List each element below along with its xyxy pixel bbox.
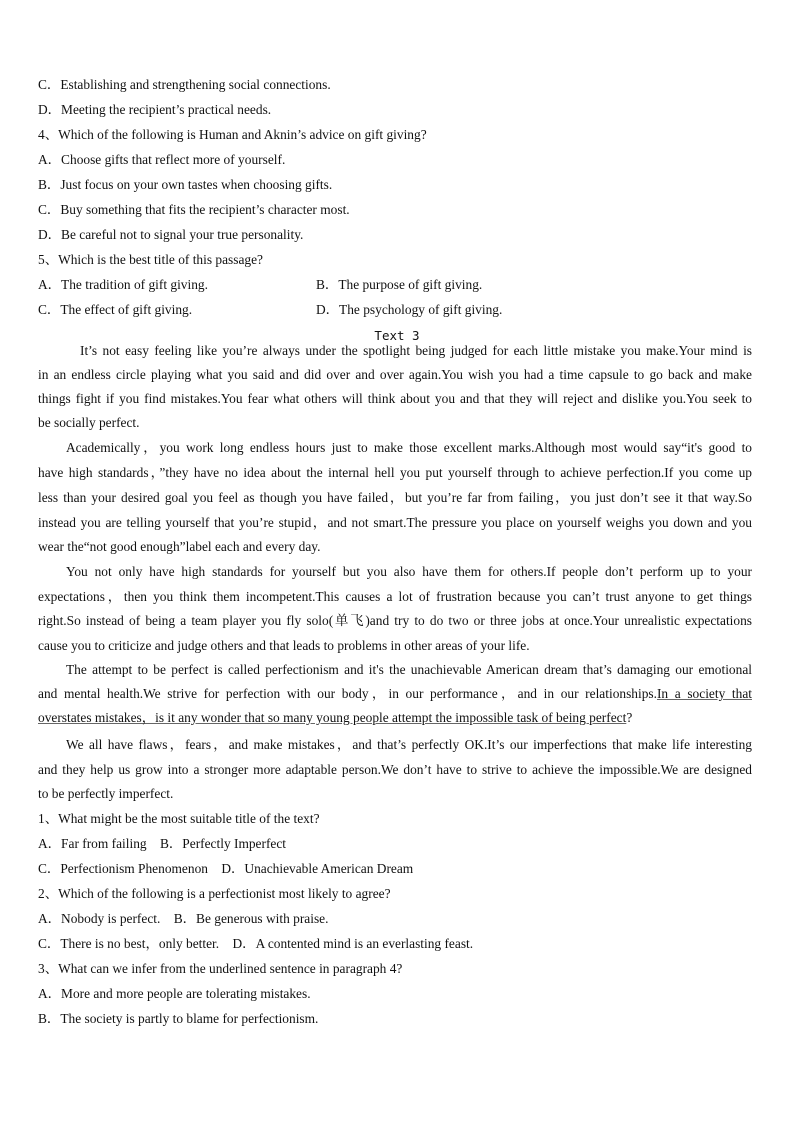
passage-line: instead you are telling yourself that you’re stupid，and not smart.The pressure you place on yourself weighs you down and you xyxy=(38,515,752,530)
question-line: D．Meeting the recipient’s practical needs. xyxy=(38,102,272,117)
underlined-sentence: overstates mistakes，is it any wonder that so many young people attempt the impossible task of being perfect xyxy=(38,710,627,725)
question-line: D．Be careful not to signal your true personality. xyxy=(38,227,304,242)
passage-line: overstates mistakes，is it any wonder that so many young people attempt the impossible task of being perfect? xyxy=(38,710,633,725)
question-line: C．There is no best，only better. D．A contented mind is an everlasting feast. xyxy=(38,936,474,951)
passage-line: We all have flaws，fears，and make mistakes，and that’s perfectly OK.It’s our imperfections that make life interesting xyxy=(66,737,752,752)
question-line: 1、What might be the most suitable title of the text? xyxy=(38,811,320,826)
passage-line: to be perfectly imperfect. xyxy=(38,786,174,801)
passage-line: and mental health.We strive for perfection with our body，in our performance，and in our relationships.In a society that xyxy=(38,686,752,701)
passage-line: wear the“not good enough”label each and every day. xyxy=(38,539,321,554)
question-line: C．The effect of gift giving. D．The psychology of gift giving. xyxy=(38,302,503,317)
passage-line: Academically，you work long endless hours just to make those excellent marks.Although most would say“it's good to xyxy=(66,440,752,455)
passage-line: have high standards，”they have no idea about the internal hell you put yourself through to achieve perfection.If you come up xyxy=(38,465,752,480)
question-line: 5、Which is the best title of this passage? xyxy=(38,252,263,267)
question-line: A．The tradition of gift giving. B．The purpose of gift giving. xyxy=(38,277,483,292)
underlined-sentence: In a society that xyxy=(656,686,752,701)
question-line: A．Far from failing B．Perfectly Imperfect xyxy=(38,836,287,851)
passage-line: and they help us grow into a stronger more adaptable person.We don’t have to strive to achieve the impossible.We are designed xyxy=(38,762,752,777)
passage-line: cause you to criticize and judge others and that leads to problems in other areas of your life. xyxy=(38,638,530,653)
question-line: A．Nobody is perfect. B．Be generous with praise. xyxy=(38,911,329,926)
question-line: C．Buy something that fits the recipient’s character most. xyxy=(38,202,350,217)
question-line: 4、Which of the following is Human and Aknin’s advice on gift giving? xyxy=(38,127,427,142)
passage-line: right.So instead of being a team player you fly solo(单飞)and try to do two or three jobs at once.Your unrealistic expectations xyxy=(38,613,752,628)
passage-line: be socially perfect. xyxy=(38,415,140,430)
option-line: B．The purpose of gift giving. xyxy=(316,277,483,292)
question-line: C．Establishing and strengthening social connections. xyxy=(38,77,331,92)
question-line: B．Just focus on your own tastes when choosing gifts. xyxy=(38,177,333,192)
passage-line: things fight if you find mistakes.You fear what others will think about you and that they will reject and dislike you.You seek to xyxy=(38,391,752,406)
passage-line: It’s not easy feeling like you’re always under the spotlight being judged for each little mistake you make.Your mind is xyxy=(80,343,752,358)
passage-line: less than your desired goal you feel as though you have failed，but you’re far from failing，you just don’t see it that way.So xyxy=(38,490,752,505)
passage-line: The attempt to be perfect is called perfectionism and it's the unachievable American dream that’s damaging our emotional xyxy=(66,662,752,677)
option-line: D．The psychology of gift giving. xyxy=(316,302,503,317)
question-line: B．The society is partly to blame for perfectionism. xyxy=(38,1011,319,1026)
passage-line: in an endless circle playing what you said and did over and over again.You wish you had a time capsule to go back and make xyxy=(38,367,752,382)
passage-line: You not only have high standards for yourself but you also have them for others.If people don’t perform up to your xyxy=(66,564,752,579)
question-line: 2、Which of the following is a perfectionist most likely to agree? xyxy=(38,886,391,901)
question-line: A．More and more people are tolerating mistakes. xyxy=(38,986,311,1001)
question-line: 3、What can we infer from the underlined sentence in paragraph 4? xyxy=(38,961,403,976)
passage-title: Text 3 xyxy=(374,328,420,343)
question-line: A．Choose gifts that reflect more of yourself. xyxy=(38,152,286,167)
passage-line: expectations，then you think them incompetent.This causes a lot of frustration because you can’t trust anyone to get things xyxy=(38,589,752,604)
question-line: C．Perfectionism Phenomenon D．Unachievable American Dream xyxy=(38,861,414,876)
